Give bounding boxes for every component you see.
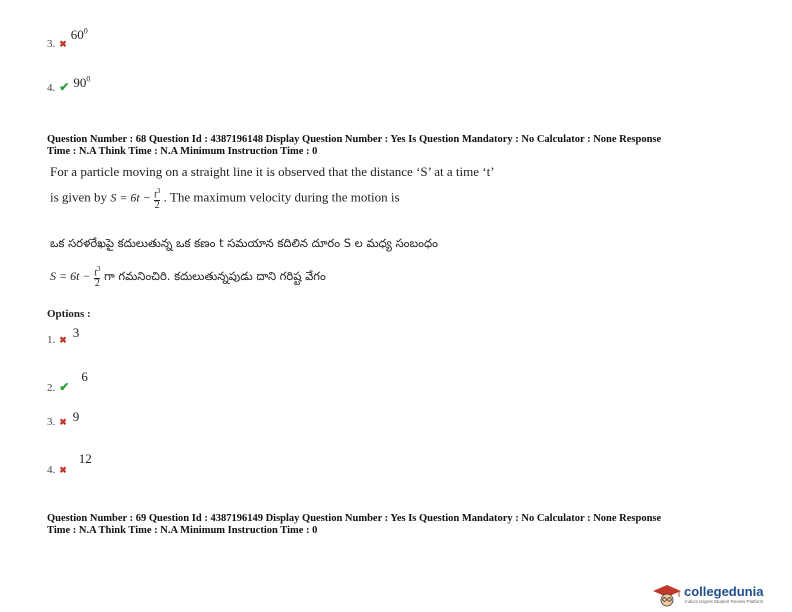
option-2 [47, 369, 88, 394]
logo-tagline: India's largest Student Review Platform [685, 599, 764, 604]
option-value: 9 [72, 409, 80, 424]
text-prefix: is given by [50, 189, 108, 205]
equation-fraction: $\frac{t^3}{2}$ [154, 187, 161, 212]
meta-line-1: Question Number : 68 Question Id : 4387196148 Display Question Number : Yes Is Question Mandatory : No Calculator : None Response [47, 134, 662, 145]
option-value: 12 [78, 451, 92, 466]
question-68-meta [47, 134, 767, 158]
telugu-line-1: ఒక సరళరేఖపై కదులుతున్న ఒక కణం t సమయాన కదిలిన దూరం S ల మధ్య సంబంధం [50, 236, 438, 250]
option-number: 1. [47, 334, 56, 346]
telugu-equation-fraction: $\frac{t^3}{2}$ [94, 265, 101, 290]
option-value: 600 [70, 26, 88, 42]
option-number: 2. [47, 382, 56, 394]
option-number: 4. [47, 464, 56, 476]
cross-icon: ✖ [59, 465, 67, 475]
option-4 [47, 451, 92, 476]
prev-option-3 [47, 26, 88, 52]
text-suffix: . The maximum velocity during the motion is [163, 189, 400, 205]
option-value: 900 [73, 74, 91, 90]
meta-line-1: Question Number : 69 Question Id : 4387196149 Display Question Number : Yes Is Question Mandatory : No Calculator : None Response [47, 513, 662, 524]
telugu-equation: S = 6t − [50, 269, 91, 284]
option-number: 3. [47, 38, 56, 50]
option-3 [47, 409, 80, 430]
check-icon: ✔ [59, 380, 70, 394]
check-icon: ✔ [59, 80, 70, 94]
telugu-text: గా గమనించిరి. కదులుతున్నపుడు దాని గరిష్ట వేగం [104, 269, 326, 284]
cross-icon: ✖ [59, 39, 67, 49]
question-69-meta [47, 513, 767, 537]
logo-brand: collegedunia [684, 584, 764, 599]
option-number: 3. [47, 416, 56, 428]
collegedunia-logo [652, 582, 788, 608]
telugu-line-2 [50, 264, 326, 289]
meta-line-2: Time : N.A Think Time : N.A Minimum Instruction Time : 0 [47, 525, 318, 536]
meta-line-2: Time : N.A Think Time : N.A Minimum Instruction Time : 0 [47, 146, 318, 157]
cross-icon: ✖ [59, 417, 67, 427]
option-1 [47, 325, 80, 348]
question-text-line-1: For a particle moving on a straight line it is observed that the distance ‘S’ at a time ‘t’ [50, 164, 495, 179]
question-text-line-2 [50, 186, 400, 211]
option-number: 4. [47, 82, 56, 94]
graduate-cap-icon [652, 583, 682, 607]
cross-icon: ✖ [59, 335, 67, 345]
option-value: 6 [81, 369, 88, 384]
option-value: 3 [72, 325, 80, 340]
prev-option-4 [47, 74, 91, 96]
options-label: Options : [47, 308, 91, 320]
equation: S = 6t − [110, 190, 151, 205]
